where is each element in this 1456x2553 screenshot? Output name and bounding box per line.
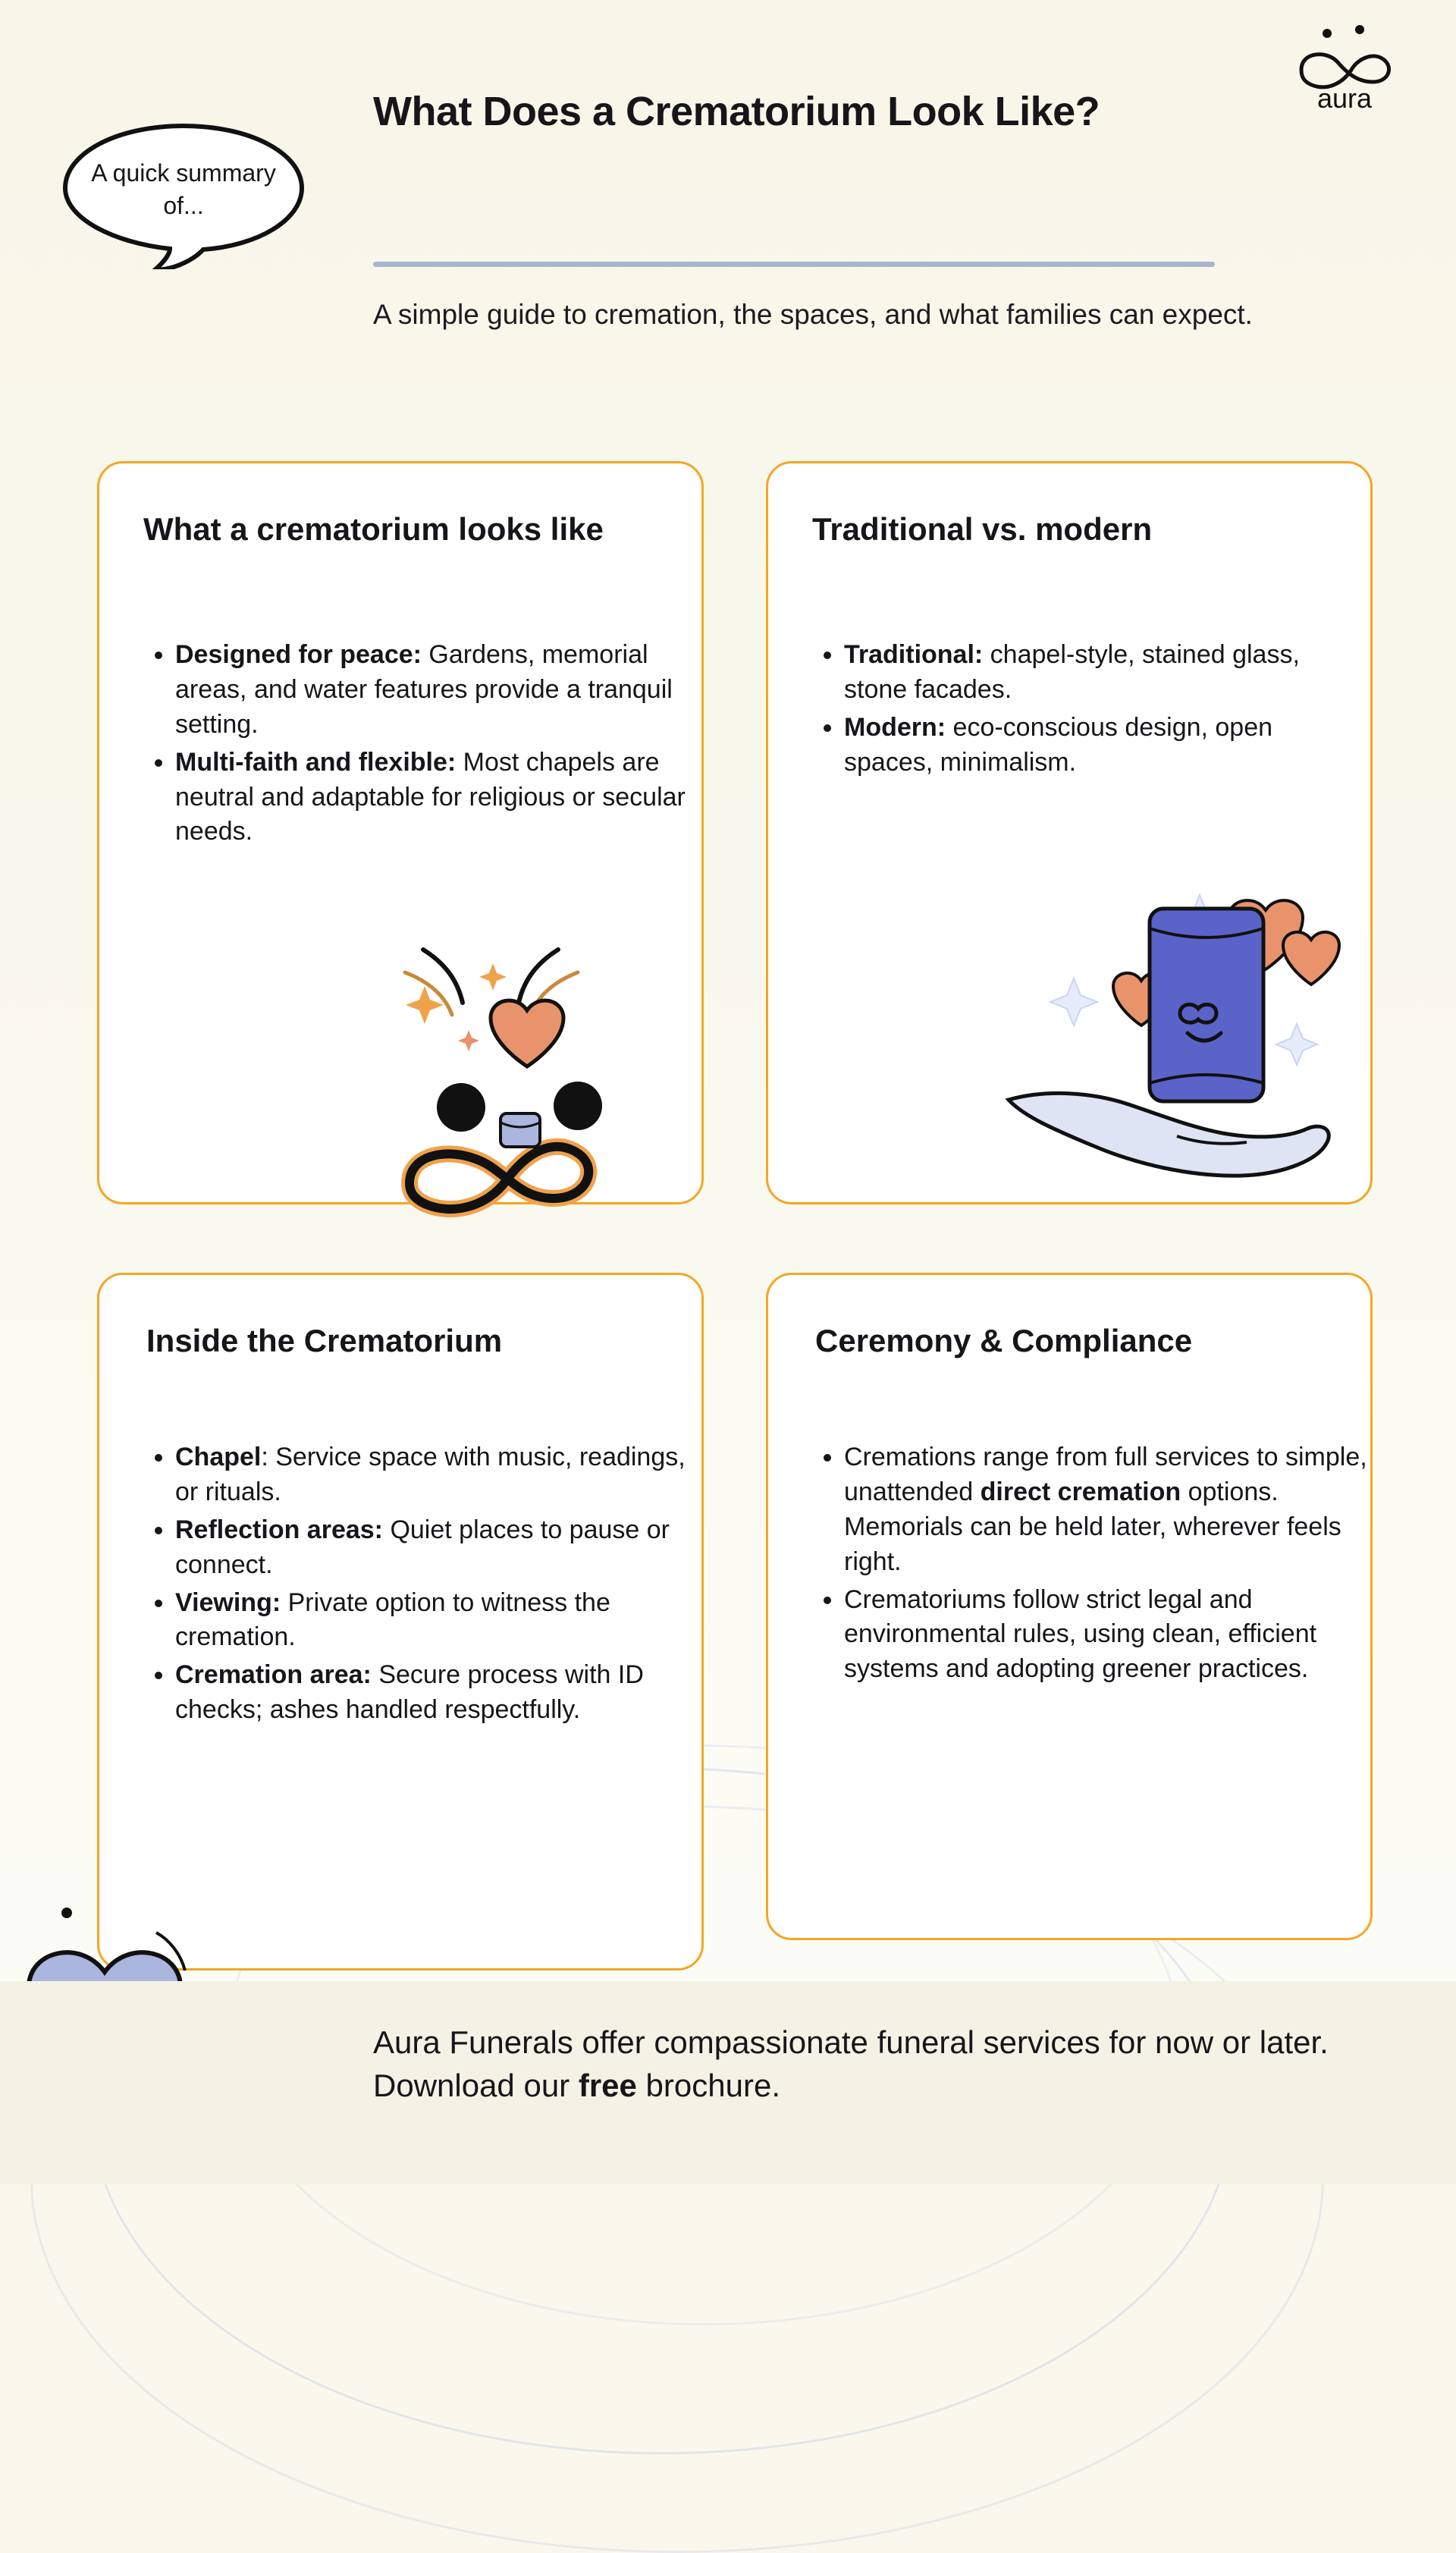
- card-list: [146, 638, 691, 853]
- list-item: [175, 1586, 691, 1656]
- list-item-text: Cremations range from full services to simple, unattended: [844, 1443, 1367, 1506]
- card-inside-the-crematorium: [97, 1273, 704, 1970]
- list-item-text-cont: options. Memorials can be held later, wherever feels right.: [844, 1477, 1341, 1576]
- footer-text-before: Aura Funerals offer compassionate funeral services for now or later. Download our: [373, 2024, 1329, 2103]
- logo-wordmark: aura: [1316, 83, 1373, 114]
- card-title: Ceremony & Compliance: [815, 1323, 1193, 1358]
- page-title: What Does a Crematorium Look Like?: [373, 89, 1100, 134]
- card-list: [815, 1440, 1373, 1690]
- list-item: [175, 1440, 691, 1510]
- list-item: [175, 746, 691, 850]
- list-item-lead: Viewing:: [175, 1587, 281, 1617]
- list-item-bold: direct cremation: [980, 1477, 1181, 1506]
- card-what-a-crematorium-looks-like: [97, 461, 704, 1204]
- card-list: [815, 638, 1360, 783]
- list-item-text: Gardens, memorial areas, and water features provide a tranquil setting.: [175, 640, 673, 739]
- footer-text-bold: free: [578, 2067, 637, 2103]
- card-title: Inside the Crematorium: [146, 1323, 503, 1358]
- list-item-lead: Reflection areas:: [175, 1515, 383, 1544]
- speech-bubble: [55, 121, 312, 269]
- list-item-lead: Cremation area:: [175, 1660, 372, 1690]
- list-item-text: Crematoriums follow strict legal and environmental rules, using clean, efficient systems and adopting greener practices.: [844, 1584, 1317, 1684]
- card-traditional-vs-modern: [766, 461, 1373, 1204]
- bubble-text: A quick summary of...: [91, 159, 276, 219]
- list-item-text: Most chapels are neutral and adaptable for religious or secular needs.: [175, 747, 686, 846]
- list-item-lead: Chapel: [175, 1443, 262, 1471]
- list-item: [175, 638, 691, 743]
- footer-text: [373, 2021, 1435, 2107]
- list-item-text: Quiet places to pause or connect.: [175, 1515, 670, 1579]
- card-ceremony-and-compliance: [766, 1273, 1373, 1940]
- list-item: [844, 638, 1360, 708]
- list-item-text: Private option to witness the cremation.: [175, 1587, 610, 1652]
- list-item: [844, 1440, 1373, 1580]
- list-item-text: eco-conscious design, open spaces, minimalism.: [844, 712, 1273, 777]
- card-list: [146, 1440, 691, 1731]
- list-item: [175, 1513, 691, 1583]
- aura-logo: [1288, 23, 1401, 114]
- page-subtitle: A simple guide to cremation, the spaces, and what families can expect.: [373, 299, 1253, 330]
- title-divider: [373, 262, 1215, 267]
- card-title: Traditional vs. modern: [812, 511, 1153, 547]
- list-item-text: : Service space with music, readings, or rituals.: [175, 1443, 686, 1506]
- list-item-lead: Designed for peace:: [175, 640, 422, 669]
- list-item-lead: Multi-faith and flexible:: [175, 747, 457, 777]
- list-item: [844, 711, 1360, 780]
- list-item: [175, 1658, 691, 1728]
- list-item-text: Secure process with ID checks; ashes handled respectfully.: [175, 1660, 644, 1725]
- list-item-text: chapel-style, stained glass, stone facades.: [844, 640, 1300, 704]
- card-title: What a crematorium looks like: [143, 511, 604, 547]
- list-item-lead: Modern:: [844, 712, 946, 742]
- footer-text-after: brochure.: [636, 2067, 780, 2103]
- list-item-lead: Traditional:: [844, 640, 984, 669]
- list-item: [844, 1583, 1373, 1688]
